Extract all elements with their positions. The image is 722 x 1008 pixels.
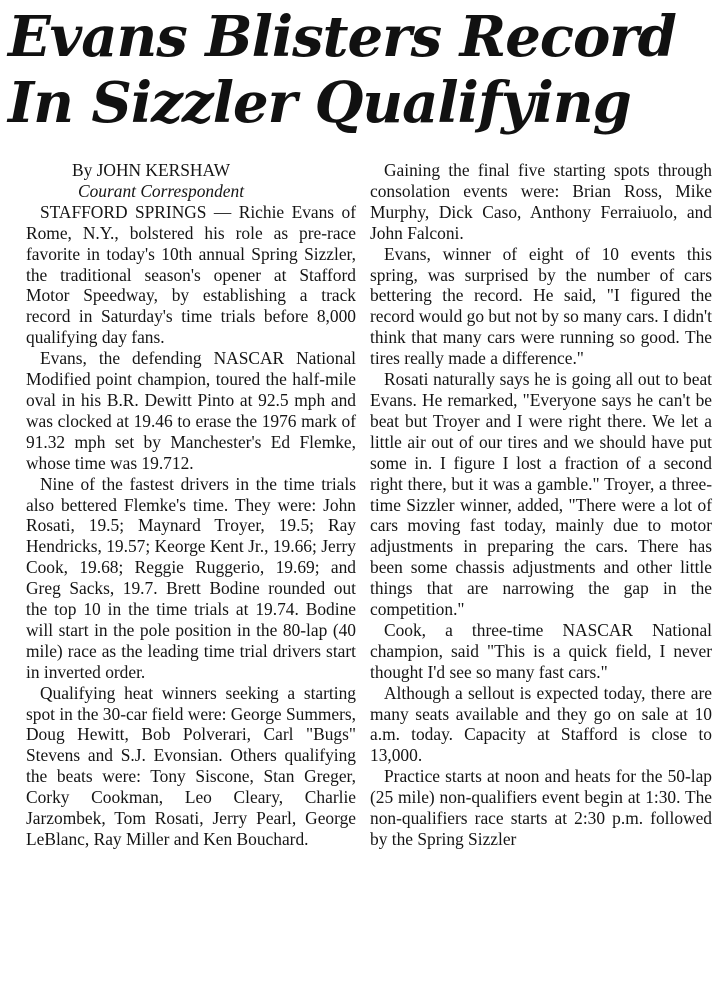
paragraph: Gaining the final five starting spots through consolation events were: Brian Ross, Mike Murphy, Dick Caso, Anthony Ferraiuolo, and John Falconi.: [370, 160, 712, 243]
byline-credit: Courant Correspondent: [78, 180, 245, 201]
column-left: [26, 160, 356, 850]
paragraph: Qualifying heat winners seeking a starting spot in the 30-car field were: George Summers, Doug Hewitt, Bob Polverari, Carl "Bugs" Stevens and S.J. Evonsian. Others qualifying the beats were: Tony Siscone, Stan Greger, Corky Cookman, Leo Cleary, Charlie Jarzombek, Tom Rosati, Jerry Pearl, George LeBlanc, Ray Miller and Ken Bouchard.: [26, 682, 357, 849]
paragraph: Rosati naturally says he is going all out to beat Evans. He remarked, "Everyone says he can't be beat but Troyer and I were right there. We let a little air out of our tires and we should have put some in. I figure I lost a fraction of a second right there, but it was a gamble." Troyer, a three-time Sizzler winner, added, "There were a lot of cars moving fast today, mainly due to motor adjustments in preparing the cars. There has been some chassis adjustments and other little things that are narrowing the gap in the competition.": [370, 369, 712, 620]
byline: By JOHN KERSHAW: [72, 160, 231, 180]
paragraph: Cook, a three-time NASCAR National champion, said "This is a quick field, I never thought I'd see so many fast cars.": [370, 619, 712, 682]
paragraph: Although a sellout is expected today, there are many seats available and they go on sale at 10 a.m. today. Capacity at Stafford is close to 13,000.: [370, 682, 712, 766]
column-right: [370, 160, 712, 850]
headline: [8, 4, 714, 136]
paragraph: Evans, winner of eight of 10 events this spring, was surprised by the number of cars bettering the record. He said, "I figured the record would go but not by so many cars. I didn't think that many cars were running so good. The tires really made a difference.": [370, 243, 712, 369]
paragraph: Practice starts at noon and heats for the 50-lap (25 mile) non-qualifiers event begin at 1:30. The non-qualifiers race starts at 2:30 p.m. followed by the Spring Sizzler: [370, 766, 712, 849]
paragraph: Evans, the defending NASCAR National Modified point champion, toured the half-mile oval in his B.R. Dewitt Pinto at 92.5 mph and was clocked at 19.46 to erase the 1976 mark of 91.32 mph set by Manchester's Ed Flemke, whose time was 19.712.: [26, 348, 356, 473]
paragraph: STAFFORD SPRINGS — Richie Evans of Rome, N.Y., bolstered his role as pre-race favorite in today's 10th annual Spring Sizzler, the traditional season's opener at Stafford Motor Speedway, by establishing a track record in Saturday's time trials before 8,000 qualifying day fans.: [26, 201, 356, 348]
headline-line-2: In Sizzler Qualifying: [8, 70, 631, 136]
article-body: [26, 160, 716, 1000]
paragraph: Nine of the fastest drivers in the time trials also bettered Flemke's time. They were: John Rosati, 19.5; Maynard Troyer, 19.5; Ray Hendricks, 19.57; Keorge Kent Jr., 19.66; Jerry Cook, 19.68; Reggie Ruggerio, 19.69; and Greg Sacks, 19.7. Brett Bodine rounded out the top 10 in the time trials at 19.74. Bodine will start in the pole position in the 80-lap (40 mile) race as the leading time trial drivers start in inverted order.: [26, 473, 356, 682]
headline-line-1: Evans Blisters Record: [8, 4, 676, 70]
